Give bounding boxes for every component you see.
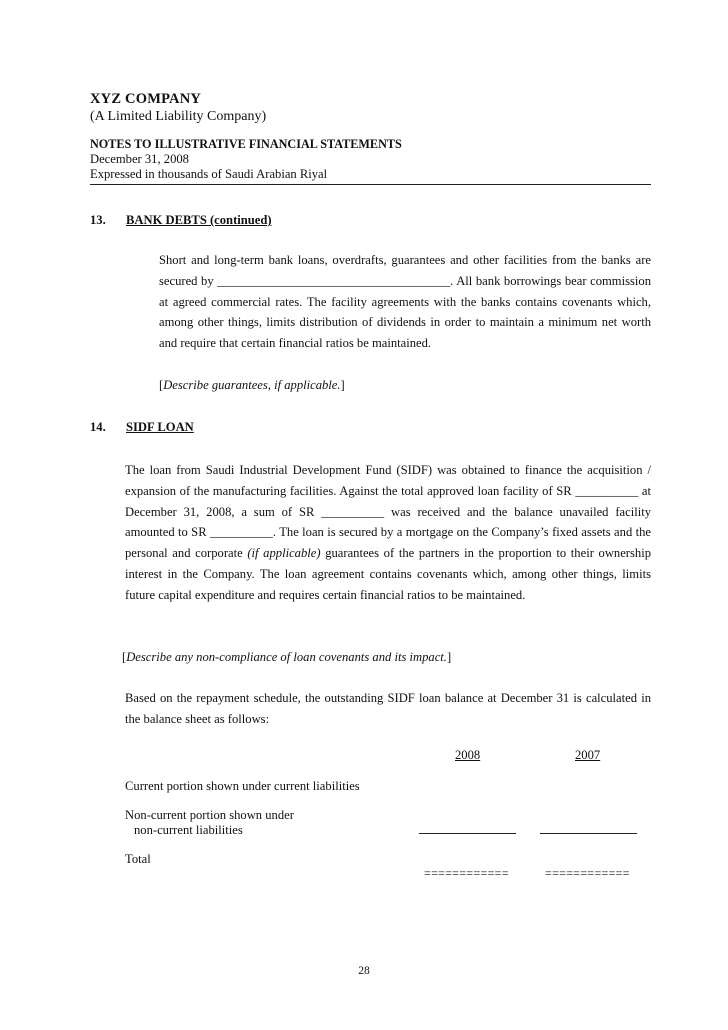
row-current-portion: Current portion shown under current liabilities [125,779,360,793]
section-14-note-text: Describe any non-compliance of loan covenants and its impact. [126,650,447,664]
section-14-heading [90,420,194,435]
page-number: 28 [358,965,370,977]
subtotal-rule-2007 [540,833,637,834]
section-13-number: 13. [90,213,106,227]
section-14-number: 14. [90,420,106,434]
section-14-title: SIDF LOAN [126,420,194,434]
section-14-text-part-b: guarantees of the partners in the proportion to their ownership interest in the Company. The loan agreement contains covenants which, among other things, limits future capital expenditure and requires certain financial ratios to be maintained. [125,546,651,602]
section-13-note-text: Describe guarantees, if applicable. [163,378,341,392]
row-noncurrent-portion-line2: non-current liabilities [134,823,243,837]
note-close-bracket: ] [340,378,345,392]
section-13-text: Short and long-term bank loans, overdrafts, guarantees and other facilities from the banks are secured by _____________________________________. All bank borrowings bear commission at agreed commercial rates. The facility agreements with the banks contains covenants which, among other things, limits distribution of dividends in order to maintain a minimum net worth and require that certain financial ratios be maintained. [159,253,651,351]
section-13-paragraph [159,250,651,354]
section-14-note [122,650,451,665]
section-13-heading [90,213,272,228]
section-14-text-part-a: The loan from Saudi Industrial Development Fund (SIDF) was obtained to finance the acquisition / expansion of the manufacturing facilities. Against the total approved loan facility of SR __________ at December 31, 2008, a sum of SR __________ was received and the balance unavailed facility amounted to SR __________. The loan is secured by a mortgage on the Company’s fixed assets and the personal and corporate [125,463,651,561]
year-2007-header: 2007 [575,748,601,762]
subtotal-rule-2008 [419,833,516,834]
note-close-bracket: ] [446,650,452,664]
total-double-rule-2008: ============ [424,866,509,880]
row-total: Total [125,852,151,866]
year-2008-header: 2008 [455,748,481,762]
section-13-note [159,378,345,393]
note-open-bracket: [ [122,650,127,664]
statement-date: December 31, 2008 [90,152,189,166]
company-name: XYZ COMPANY [90,91,202,107]
section-14-paragraph-2 [125,688,651,730]
row-noncurrent-portion-line1: Non-current portion shown under [125,808,294,822]
section-14-text-2: Based on the repayment schedule, the outstanding SIDF loan balance at December 31 is calculated in the balance sheet as follows: [125,691,651,726]
section-14-text [125,460,651,606]
section-14-paragraph [125,460,651,606]
document-header [90,91,651,185]
notes-title: NOTES TO ILLUSTRATIVE FINANCIAL STATEMENTS [90,137,402,151]
company-type: (A Limited Liability Company) [90,109,267,124]
total-double-rule-2007: ============ [545,866,630,880]
section-14-text-italic: (if applicable) [247,546,321,561]
note-open-bracket: [ [159,378,164,392]
currency-note: Expressed in thousands of Saudi Arabian Riyal [90,167,651,185]
section-13-title: BANK DEBTS (continued) [126,213,272,227]
